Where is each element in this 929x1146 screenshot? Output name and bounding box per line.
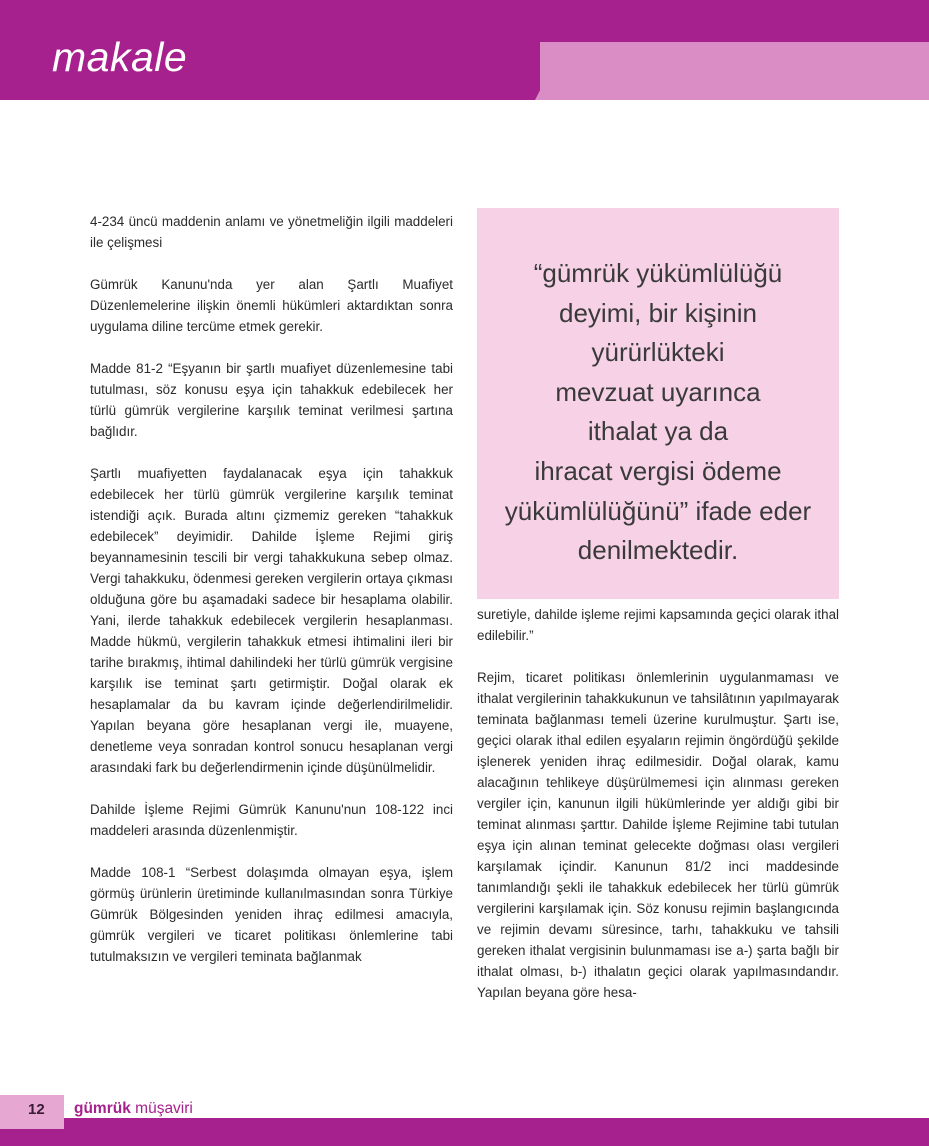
pull-quote-line: deyimi, bir kişinin [559,297,757,328]
pull-quote-line: denilmektedir. [577,535,739,566]
paragraph: Rejim, ticaret politikası önlemlerinin uygulanmaması ve ithalat vergilerinin tahakkukunun ve tahsilâtının yapılmayarak teminata bağlanması temeli üzerine kurulmuştur. Şartı ise, geçici olarak ithal edilen eşyaların rejimin öngördüğü şekilde işlenerek yeniden ihraç edilmesidir. Doğal olarak, kamu alacağının tehlikeye düşürülmemesi için alınması gereken vergiler için, kanunun ilgili hükümlerinde yer aldığı gibi bir teminat alınması şarttır. Dahilde İşleme Rejimine tabi tutulan eşya için alınan teminat gelecekte doğması olası vergileri karşılamak içindir. Kanunun 81/2 inci maddesinde tanımlandığı şekli ile tahakkuk edebilecek her türlü gümrük vergilerini karşılamak için. Söz konusu rejimin başlangıcında ve rejimin devamı süresince, tarhı, tahakkuku ve tahsili gereken ithalat vergisinin bulunmaması ise a-) şarta bağlı bir ithalat olması, b-) ithalatın geçici olarak yapılmasındandır. Yapılan beyana göre hesa- [477,670,839,1000]
section-title: makale [52,34,188,80]
magazine-name-light: müşaviri [135,1100,193,1117]
pull-quote [477,254,839,571]
header-tab [540,42,929,100]
paragraph: Madde 81-2 “Eşyanın bir şartlı muafiyet düzenlemesine tabi tutulması, söz konusu eşya için tahakkuk edebilecek her türlü gümrük vergilerine karşılık teminat verilmesi şartına bağlıdır. [90,361,453,439]
page-number: 12 [28,1101,45,1118]
pull-quote-line: ithalat ya da [587,416,729,447]
paragraph: Şartlı muafiyetten faydalanacak eşya için tahakkuk edebilecek her türlü gümrük vergilerine karşılık teminat istendiği açık. Burada altını çizmemiz gereken “tahakkuk edebilecek” deyimidir. Dahilde İşleme Rejimi giriş beyannamesinin tescili bir vergi tahakkukuna sebep olmaz. Vergi tahakkuku, ödenmesi gereken vergilerin ortaya çıkması olduğuna göre bu aşamadaki sadece bir hesaplama olabilir. Yani, ilerde tahakkuk edebilecek vergilerin hesaplanması. Madde hükmü, vergilerin tahakkuk etmesi ihtimalini ileri bir tarihe bırakmış, ihtimal dahilindeki her türlü gümrük vergisine karşılık ise teminat şartı getirmiştir. Doğal olarak ek hesaplamalar da bu kavram içinde değerlendirilmelidir. Yapılan beyana göre hesaplanan vergi ile, muayene, denetleme veya sonradan kontrol sonucu hesaplanan vergi arasındaki fark bu değerlendirmenin içinde düşünülmelidir. [90,466,453,775]
paragraph: suretiyle, dahilde işleme rejimi kapsamında geçici olarak ithal edilebilir.” [477,607,839,643]
paragraph: Madde 108-1 “Serbest dolaşımda olmayan eşya, işlem görmüş ürünlerin üretiminde kullanılmasından sonra Türkiye Gümrük Bölgesinden yeniden ihraç edilmesi amacıyla, gümrük vergileri ve ticaret politikası önlemlerine tabi tutulmaksızın ve vergileri teminata bağlanmak [90,865,453,964]
pull-quote-line: “gümrük yükümlülüğü [533,258,783,288]
paragraph: 4-234 üncü maddenin anlamı ve yönetmeliğin ilgili maddeleri ile çelişmesi [90,214,453,250]
footer-bar [0,1118,929,1146]
pull-quote-line: mevzuat uyarınca [555,376,761,407]
right-column [477,604,839,1003]
pull-quote-line: ihracat vergisi ödeme [534,455,782,486]
pull-quote-line: yürürlükteki [591,337,725,368]
paragraph: Gümrük Kanunu'nda yer alan Şartlı Muafiyet Düzenlemelerine ilişkin önemli hükümleri aktardıktan sonra uygulama diline tercüme etmek gerekir. [90,277,453,334]
left-column [90,211,453,967]
magazine-name [74,1100,193,1118]
paragraph: Dahilde İşleme Rejimi Gümrük Kanunu'nun 108-122 inci maddeleri arasında düzenlenmiştir. [90,802,453,838]
pull-quote-box [477,208,839,599]
pull-quote-line: yükümlülüğünü” ifade eder [504,495,812,526]
magazine-name-bold: gümrük [74,1100,131,1117]
